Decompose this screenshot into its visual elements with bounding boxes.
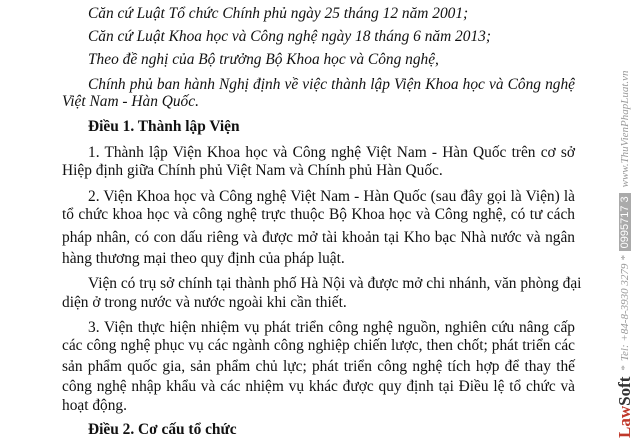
preamble-line: Căn cứ Luật Tổ chức Chính phủ ngày 25 tháng 12 năm 2001; [88,5,469,22]
clause-2b-line: Viện có trụ sở chính tại thành phố Hà Nội và được mở chi nhánh, văn phòng đại [88,275,582,292]
watermark-brand-soft: Soft [615,376,634,406]
clause-3-line: hoạt động. [62,397,127,414]
watermark-star: * [619,365,631,371]
clause-2-line: 2. Viện Khoa học và Công nghệ Việt Nam - Hàn Quốc (sau đây gọi là Viện) là [88,188,575,205]
clause-3-line: công nghệ nhập khẩu và các nhiệm vụ khác được quy định tại Điều lệ tổ chức và [62,378,575,395]
preamble-line: Theo đề nghị của Bộ trưởng Bộ Khoa học và Công nghệ, [88,51,439,68]
watermark-contact: Tel: +84-8-3930 3279 * [619,255,631,362]
preamble-line: Việt Nam - Hàn Quốc. [62,93,199,110]
clause-1-line: Hiệp định giữa Chính phủ Việt Nam và Chính phủ Hàn Quốc. [62,162,443,179]
clause-2-line: tổ chức khoa học và công nghệ trực thuộc Bộ Khoa học và Công nghệ, có tư cách [62,206,575,223]
clause-1-line: 1. Thành lập Viện Khoa học và Công nghệ Việt Nam - Hàn Quốc trên cơ sở [88,144,575,161]
clause-2-line: hàng thương mại theo quy định của pháp luật. [62,250,345,267]
article-1-heading: Điều 1. Thành lập Viện [88,118,240,135]
clause-3-line: các công nghệ phục vụ các ngành công nghiệp chiến lược, then chốt; phát triển các [62,337,575,354]
preamble-line: Căn cứ Luật Khoa học và Công nghệ ngày 18 tháng 6 năm 2013; [88,28,491,45]
clause-2b-line: diện ở trong nước và nước ngoài khi cần thiết. [62,294,347,311]
clause-3-line: 3. Viện thực hiện nhiệm vụ phát triển công nghệ nguồn, nghiên cứu nâng cấp [88,319,575,336]
watermark-id: 0995717 3 [619,193,631,251]
preamble-line: Chính phủ ban hành Nghị định về việc thành lập Viện Khoa học và Công nghệ [88,76,575,93]
watermark-brand-law: Law [615,405,634,438]
clause-3-line: sản phẩm quốc gia, sản phẩm chủ lực; phát triển công nghệ tích hợp để thay thế [62,358,575,375]
watermark-url: www.ThuVienPhapLuat.vn [619,70,631,188]
clause-2-line: pháp nhân, có con dấu riêng và được mở tài khoản tại Kho bạc Nhà nước và ngân [62,229,575,246]
lawsoft-watermark [596,0,634,440]
article-2-heading: Điều 2. Cơ cấu tổ chức [88,421,237,438]
